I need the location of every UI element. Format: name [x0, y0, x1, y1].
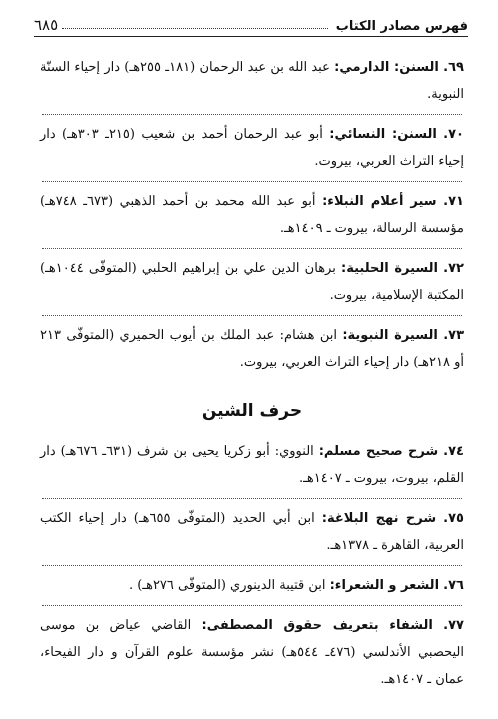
entry-title: الشعر و الشعراء:: [329, 578, 440, 593]
bibliography-entry: [40, 612, 464, 693]
entry-separator: [42, 315, 462, 316]
entry-text: النووي: أبو زكريا يحيى بن شرف (٦٣١ـ ٦٧٦هـ) دار القلم، بيروت، بيروت ـ ١٤٠٧هـ.: [40, 444, 464, 486]
entry-number: ٧٣.: [443, 328, 465, 343]
header-title: فهرس مصادر الكتاب: [335, 19, 468, 34]
entry-number: ٧١.: [443, 194, 464, 209]
entry-title: الشفاء بتعريف حقوق المصطفى:: [201, 618, 433, 633]
header-rule: [34, 36, 468, 37]
entry-title: سير أعلام النبلاء:: [322, 194, 437, 209]
entry-title: السنن: الدارمي:: [334, 60, 439, 75]
bibliography-entry: [40, 505, 464, 559]
bibliography-list: [40, 54, 464, 693]
bibliography-entry: [40, 572, 464, 599]
entry-text: ابن أبي الحديد (المتوفّى ٦٥٥هـ) دار إحياء الكتب العربية، القاهرة ـ ١٣٧٨هـ.: [40, 511, 464, 553]
running-header: [34, 10, 468, 34]
entry-title: شرح صحيح مسلم:: [318, 444, 439, 459]
entry-number: ٧٧.: [443, 618, 464, 633]
entry-separator: [42, 605, 462, 606]
entry-separator: [42, 248, 462, 249]
entry-text: برهان الدين علي بن إبراهيم الحلبي (المتوفّى ١٠٤٤هـ) المكتبة الإسلامية، بيروت.: [40, 261, 464, 303]
page-number: ٦٨٥: [34, 16, 59, 34]
entry-title: السيرة النبوية:: [342, 328, 438, 343]
bibliography-entry: [40, 121, 464, 175]
entry-title: السيرة الحلبية:: [341, 261, 438, 276]
bibliography-entry: [40, 188, 464, 242]
entry-separator: [42, 498, 462, 499]
entry-separator: [42, 181, 462, 182]
entry-text: أبو عبد الله محمد بن أحمد الذهبي (٦٧٣ـ ٧٤٨هـ) مؤسسة الرسالة، بيروت ـ ١٤٠٩هـ.: [40, 194, 464, 236]
entry-number: ٦٩.: [443, 60, 464, 75]
entry-text: أبو عبد الرحمان أحمد بن شعيب (٢١٥ـ ٣٠٣هـ) دار إحياء التراث العربي، بيروت.: [40, 127, 464, 169]
entry-text: عبد الله بن عبد الرحمان (١٨١ـ ٢٥٥هـ) دار إحياء السنّة النبوية.: [40, 60, 464, 102]
entry-number: ٧٠.: [443, 127, 464, 142]
entry-number: ٧٦.: [443, 578, 464, 593]
bibliography-entry: [40, 54, 464, 108]
entry-title: السنن: النسائي:: [329, 127, 437, 142]
header-dot-leader: [62, 28, 328, 29]
bibliography-entry: [40, 438, 464, 492]
entry-title: شرح نهج البلاغة:: [321, 511, 437, 526]
entry-number: ٧٢.: [443, 261, 464, 276]
bibliography-entry: [40, 322, 464, 376]
entry-separator: [42, 114, 462, 115]
entry-text: ابن هشام: عبد الملك بن أيوب الحميري (المتوفّى ٢١٣ أو ٢١٨هـ) دار إحياء التراث العربي، بيروت.: [40, 328, 464, 370]
entry-separator: [42, 565, 462, 566]
section-heading: حرف الشين: [201, 401, 303, 421]
bibliography-entry: [40, 255, 464, 309]
entry-number: ٧٥.: [443, 511, 464, 526]
entry-number: ٧٤.: [443, 444, 464, 459]
entry-text: ابن قتيبة الدينوري (المتوفّى ٢٧٦هـ) .: [128, 578, 330, 593]
entry-text: القاضي عياض بن موسى اليحصبي الأندلسي (٤٧٦ـ ٥٤٤هـ) نشر مؤسسة علوم القرآن و دار الفيحاء، عمان ـ ١٤٠٧هـ.: [40, 618, 464, 687]
